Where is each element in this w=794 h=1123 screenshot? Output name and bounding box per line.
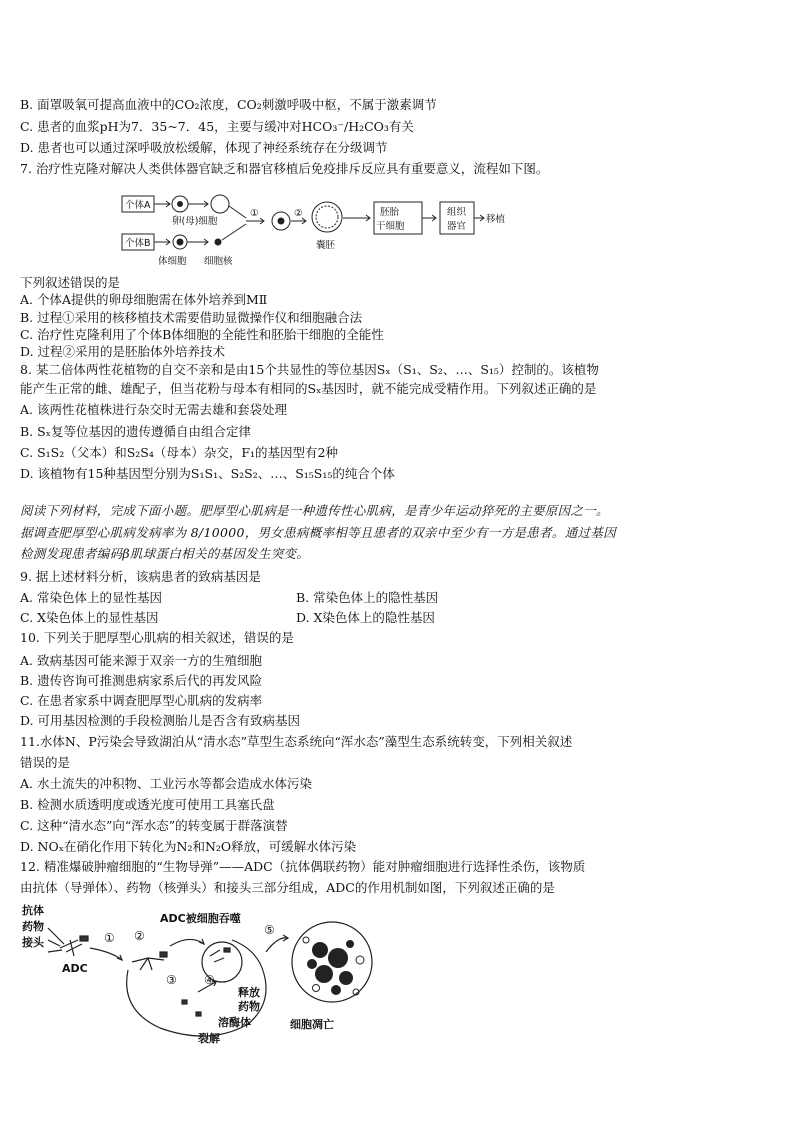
q12-label-release-2: 药物 <box>238 1000 260 1013</box>
q6-option-d: D. 患者也可以通过深呼吸放松缓解，体现了神经系统存在分级调节 <box>20 140 388 155</box>
q12-label-drug: 药物 <box>22 920 44 933</box>
q8-option-b: B. Sₓ复等位基因的遗传遵循自由组合定律 <box>20 424 251 439</box>
q12-stem-line2: 由抗体（导弹体）、药物（核弹头）和接头三部分组成，ADC的作用机制如图，下列叙述正确的是 <box>20 880 555 895</box>
q10-stem: 10. 下列关于肥厚型心肌病的相关叙述，错误的是 <box>20 630 294 645</box>
q7-label-tissue-1: 组织 <box>447 207 467 218</box>
q7-option-b: B. 过程①采用的核移植技术需要借助显微操作仪和细胞融合法 <box>20 310 363 325</box>
passage-line1: 阅读下列材料，完成下面小题。肥厚型心肌病是一种遗传性心肌病，是青少年运动猝死的主要原因之一。 <box>20 503 609 518</box>
q9-stem: 9. 据上述材料分析，该病患者的致病基因是 <box>20 569 261 584</box>
q8-option-c: C. S₁S₂（父本）和S₂S₄（母本）杂交，F₁的基因型有2种 <box>20 445 339 460</box>
q10-option-c: C. 在患者家系中调查肥厚型心肌病的发病率 <box>20 693 263 708</box>
q7-option-a: A. 个体A提供的卵母细胞需在体外培养到MⅡ <box>20 292 268 307</box>
q12-step1: ① <box>104 931 115 945</box>
q6-option-b: B. 面罩吸氧可提高血液中的CO₂浓度，CO₂刺激呼吸中枢，不属于激素调节 <box>20 97 437 112</box>
q8-stem-line2: 能产生正常的雌、雄配子，但当花粉与母本有相同的Sₓ基因时，就不能完成受精作用。下列叙述正确的是 <box>20 381 597 396</box>
q12-label-release-1: 释放 <box>238 986 260 999</box>
q7-label-stem-cell-2: 干细胞 <box>376 221 405 232</box>
q12-label-engulfed: ADC被细胞吞噬 <box>160 912 241 925</box>
q12-label-antibody: 抗体 <box>22 904 44 917</box>
q9-option-a: A. 常染色体上的显性基因 <box>20 590 162 605</box>
passage-line2: 据调查肥厚型心肌病发病率为 8/10000，男女患病概率相等且患者的双亲中至少有一方是患者。通过基因 <box>20 525 616 540</box>
q7-stem: 7. 治疗性克隆对解决人类供体器官缺乏和器官移植后免疫排斥反应具有重要意义，流程如下图。 <box>20 161 549 176</box>
q7-label-tissue-2: 器官 <box>447 221 467 232</box>
q12-label-apoptosis: 细胞凋亡 <box>290 1018 334 1031</box>
q7-label-body-cell: 体细胞 <box>158 256 187 267</box>
q12-step2: ② <box>134 929 145 943</box>
q11-stem-line2: 错误的是 <box>20 755 71 770</box>
q12-label-adc: ADC <box>62 962 88 975</box>
q7-question: 下列叙述错误的是 <box>20 275 121 290</box>
q7-option-c: C. 治疗性克隆利用了个体B体细胞的全能性和胚胎干细胞的全能性 <box>20 327 384 342</box>
q8-option-d: D. 该植物有15种基因型分别为S₁S₁、S₂S₂、…、S₁₅S₁₅的纯合个体 <box>20 466 395 481</box>
q12-label-lysis: 裂解 <box>198 1032 220 1045</box>
q11-option-a: A. 水土流失的冲积物、工业污水等都会造成水体污染 <box>20 776 312 791</box>
passage-line3: 检测发现患者编码β肌球蛋白相关的基因发生突变。 <box>20 546 310 561</box>
q7-label-blastocyst: 囊胚 <box>316 240 336 251</box>
q11-stem-line1: 11.水体N、P污染会导致湖泊从“清水态”草型生态系统向“浑水态”藻型生态系统转变，下列相关叙述 <box>20 734 573 749</box>
q7-label-step1: ① <box>250 208 259 219</box>
q12-step4: ④ <box>204 973 215 987</box>
q12-stem-line1: 12. 精准爆破肿瘤细胞的“生物导弹”——ADC（抗体偶联药物）能对肿瘤细胞进行选择性杀伤，该物质 <box>20 859 586 874</box>
q10-option-b: B. 遗传咨询可推测患病家系后代的再发风险 <box>20 673 263 688</box>
q9-option-b: B. 常染色体上的隐性基因 <box>296 590 439 605</box>
q7-label-step2: ② <box>294 208 303 219</box>
q7-label-individual-a: 个体A <box>125 200 151 211</box>
q9-option-d: D. X染色体上的隐性基因 <box>296 610 435 625</box>
q8-option-a: A. 该两性花植株进行杂交时无需去雄和套袋处理 <box>20 402 287 417</box>
q10-option-d: D. 可用基因检测的手段检测胎儿是否含有致病基因 <box>20 713 301 728</box>
q10-option-a: A. 致病基因可能来源于双亲一方的生殖细胞 <box>20 653 262 668</box>
q7-label-individual-b: 个体B <box>125 238 151 249</box>
q7-label-nucleus: 细胞核 <box>204 256 233 267</box>
q12-label-lysosome: 溶酶体 <box>218 1016 251 1029</box>
q6-option-c: C. 患者的血浆pH为7．35~7．45，主要与缓冲对HCO₃⁻/H₂CO₃有关 <box>20 119 414 134</box>
q12-step5: ⑤ <box>264 923 275 937</box>
q11-option-d: D. NOₓ在硝化作用下转化为N₂和N₂O释放，可缓解水体污染 <box>20 839 357 854</box>
q12-adc-mechanism-diagram <box>20 900 400 1050</box>
q9-option-c: C. X染色体上的显性基因 <box>20 610 159 625</box>
q11-option-b: B. 检测水质透明度或透光度可使用工具塞氏盘 <box>20 797 275 812</box>
q7-label-egg-cell: 卵(母)细胞 <box>172 216 218 227</box>
q7-label-transplant: 移植 <box>486 214 506 225</box>
q8-stem-line1: 8. 某二倍体两性花植物的自交不亲和是由15个共显性的等位基因Sₓ（S₁、S₂、…、S₁₅）控制的。该植物 <box>20 362 599 377</box>
q7-label-stem-cell-1: 胚胎 <box>380 207 400 218</box>
q12-label-linker: 接头 <box>22 936 44 949</box>
q11-option-c: C. 这种“清水态”向“浑水态”的转变属于群落演替 <box>20 818 288 833</box>
q7-cloning-flow-diagram <box>118 188 538 270</box>
q12-step3: ③ <box>166 973 177 987</box>
q7-option-d: D. 过程②采用的是胚胎体外培养技术 <box>20 344 226 359</box>
